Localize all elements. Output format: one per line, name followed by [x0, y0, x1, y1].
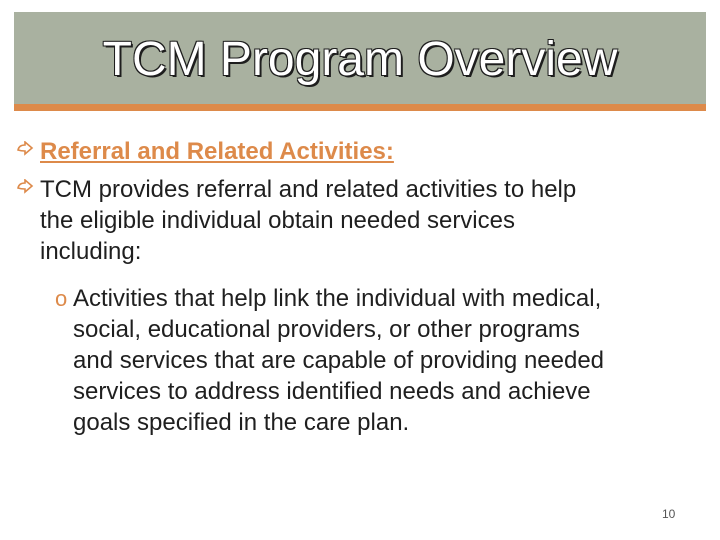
bullet-line: including: [40, 238, 142, 265]
page-number: 10 [662, 507, 676, 521]
sub-bullet-line: goals specified in the care plan. [73, 409, 410, 436]
sub-bullet-line: Activities that help link the individual with medical, [73, 285, 602, 312]
sub-bullet-line: services to address identified needs and achieve [73, 378, 591, 405]
bullet-text [40, 174, 576, 205]
arrow-bullet-icon [16, 141, 36, 157]
sub-bullet-marker: o [55, 286, 68, 311]
slide-title: TCM Program Overview [102, 33, 618, 86]
bullet-heading: Referral and Related Activities: [40, 138, 394, 165]
bullet-line: the eligible individual obtain needed services [40, 207, 515, 234]
title-accent-rule [14, 104, 706, 111]
bullet-text-continued [40, 205, 515, 267]
sub-bullet-line: and services that are capable of providing needed [73, 347, 605, 374]
sub-bullet-line: social, educational providers, or other programs [73, 316, 580, 343]
arrow-bullet-icon [16, 179, 36, 195]
sub-bullet-text [73, 283, 604, 438]
bullet-line: TCM provides referral and related activities to help [40, 176, 577, 203]
